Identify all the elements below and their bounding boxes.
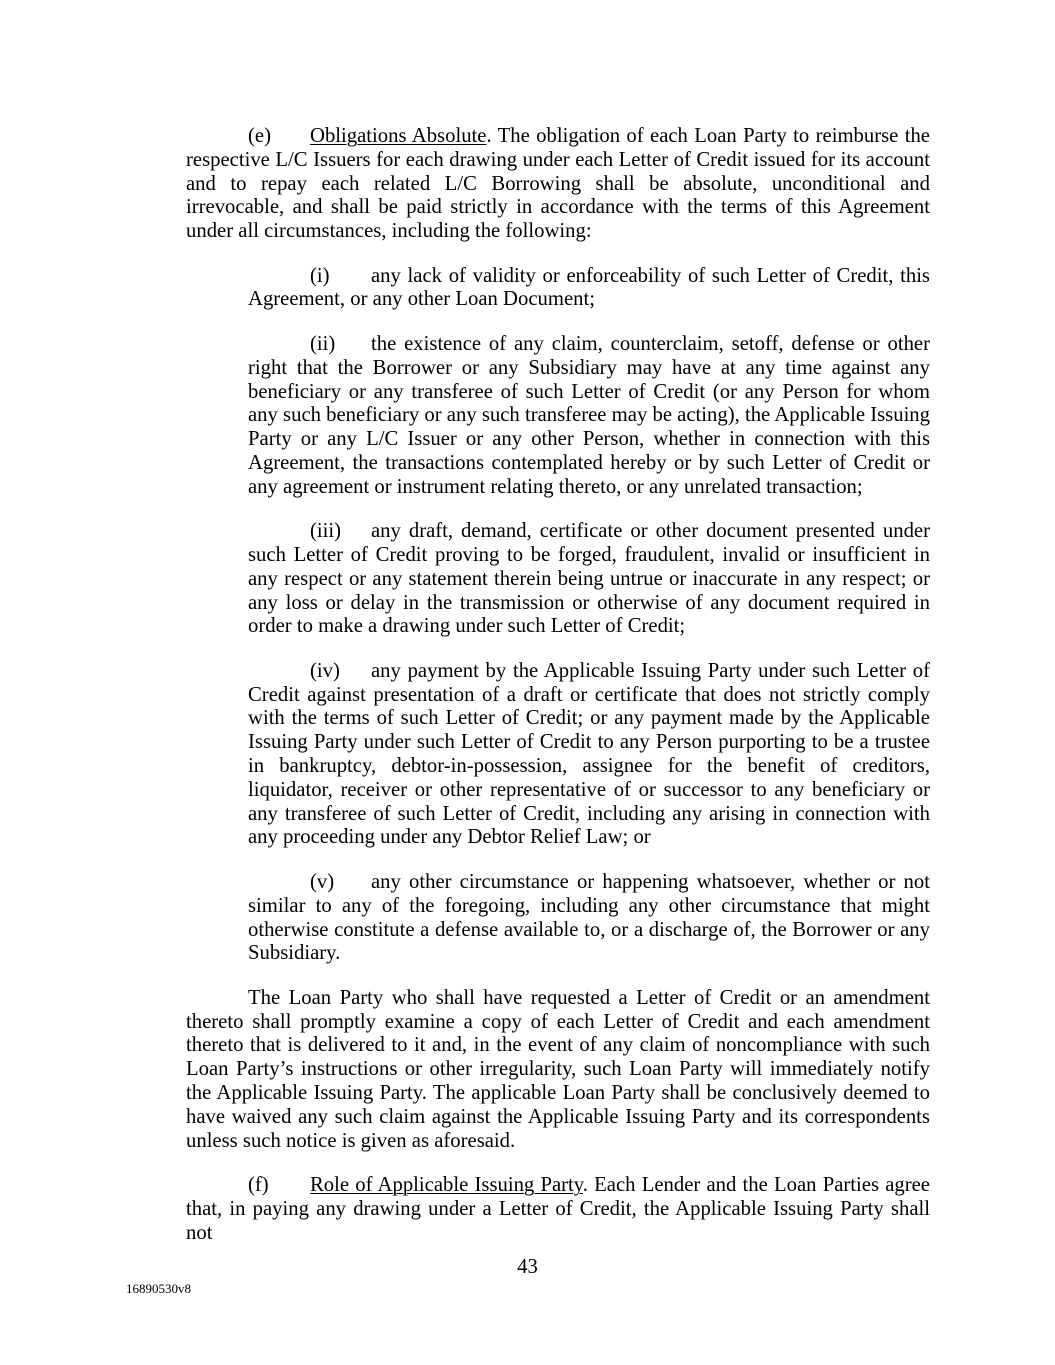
list-item-ii [248,333,930,500]
list-item-text: any payment by the Applicable Issuing Party under such Letter of Credit against presentation of a draft or certificate that does not strictly comply with the terms of such Letter of Credit; or any payment made by the Applicable Issuing Party under such Letter of Credit to any Person purporting to be a trustee in bankruptcy, debtor-in-possession, assignee for the benefit of creditors, liquidator, receiver or other representative of or successor to any beneficiary or any transferee of such Letter of Credit, including any arising in connection with any proceeding under any Debtor Relief Law; or [248,659,930,849]
document-id-footer: 16890530v8 [126,1281,191,1296]
section-f-paragraph [186,1174,930,1245]
section-e-paragraph [186,125,930,244]
list-item-i [248,265,930,313]
list-item-v [248,871,930,966]
notice-paragraph: The Loan Party who shall have requested a Letter of Credit or an amendment thereto shall promptly examine a copy of each Letter of Credit and each amendment thereto that is delivered to it and, in the event of any claim of noncompliance with such Loan Party’s instructions or other irregularity, such Loan Party will immediately notify the Applicable Issuing Party. The applicable Loan Party shall be conclusively deemed to have waived any such claim against the Applicable Issuing Party and its correspondents unless such notice is given as aforesaid. [186,986,930,1152]
list-item-text: the existence of any claim, counterclaim, setoff, defense or other right that the Borrower or any Subsidiary may have at any time against any beneficiary or any transferee of such Letter of Credit (or any Person for whom any such beneficiary or any such transferee may be acting), the Applicable Issuing Party or any L/C Issuer or any other Person, whether in connection with this Agreement, the transactions contemplated hereby or by such Letter of Credit or any agreement or instrument relating thereto, or any unrelated transaction; [248,332,930,498]
section-e-label: (e) [248,125,271,147]
section-f-text: . Each Lender and the Loan Parties agree that, in paying any drawing under a Letter of Credit, the Applicable Issuing Party shall not [186,1174,930,1244]
list-item-iii [248,520,930,639]
section-e-text: . The obligation of each Loan Party to reimburse the respective L/C Issuers for each drawing under each Letter of Credit issued for its account and to repay each related L/C Borrowing shall be absolute, unconditional and irrevocable, and shall be paid strictly in accordance with the terms of this Agreement under all circumstances, including the following: [186,125,930,243]
list-item-label: (ii) [310,332,336,355]
page-number: 43 [517,1256,538,1278]
list-item-iv [248,660,930,850]
page-body [186,125,930,1266]
list-item-label: (iv) [310,659,340,682]
list-item-label: (v) [310,870,335,893]
section-e-heading: Obligations Absolute [310,125,487,147]
section-f-heading: Role of Applicable Issuing Party [310,1174,583,1197]
list-item-text: any draft, demand, certificate or other document presented under such Letter of Credit proving to be forged, fraudulent, invalid or insufficient in any respect or any statement therein being untrue or inaccurate in any respect; or any loss or delay in the transmission or otherwise of any document required in order to make a drawing under such Letter of Credit; [248,520,930,638]
list-item-label: (i) [310,264,330,287]
section-f-label: (f) [248,1174,269,1197]
list-item-text: any lack of validity or enforceability of such Letter of Credit, this Agreement, or any other Loan Document; [248,264,930,311]
list-item-label: (iii) [310,520,342,543]
list-item-text: any other circumstance or happening whatsoever, whether or not similar to any of the foregoing, including any other circumstance that might otherwise constitute a defense available to, or a discharge of, the Borrower or any Subsidiary. [248,870,930,965]
